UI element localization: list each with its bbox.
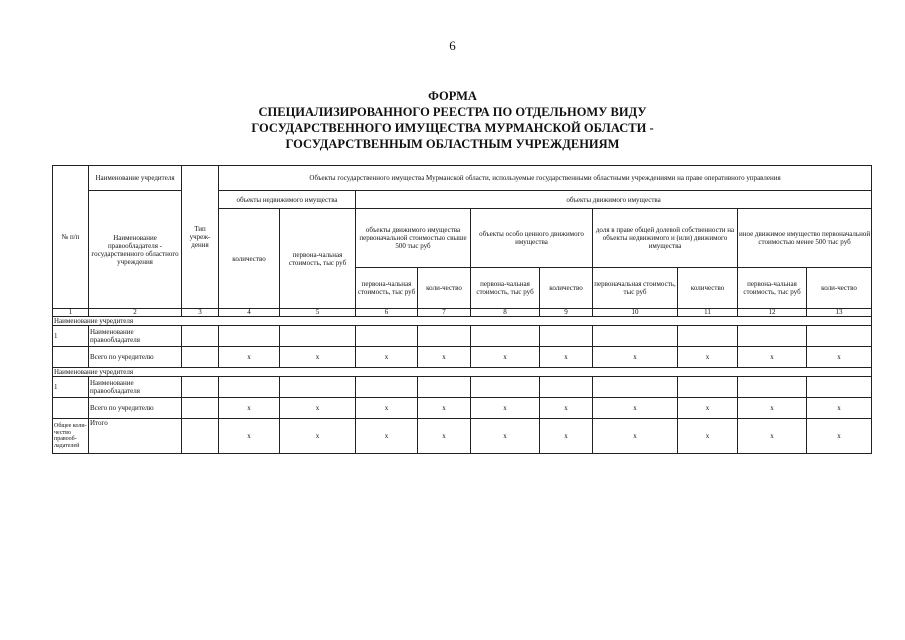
- column-number: 12: [738, 309, 807, 317]
- holders-count-label: Общее коли-чество правооб-ладателей: [53, 419, 89, 454]
- header-qty-13: коли-чество: [807, 268, 872, 309]
- row-number: 1: [53, 326, 89, 347]
- x-mark: x: [738, 398, 807, 419]
- x-mark: x: [418, 419, 471, 454]
- header-other-movable: иное движимое имущество первоначальной стоимостью менее 500 тыс руб: [738, 209, 872, 268]
- x-mark: x: [593, 419, 678, 454]
- header-org-name: Наименование учредителя: [89, 166, 182, 191]
- header-immovable-cost: первона-чальная стоимость, тыс руб: [280, 209, 356, 309]
- x-mark: x: [678, 419, 738, 454]
- column-number: 4: [219, 309, 280, 317]
- title-line: ФОРМА: [428, 89, 477, 103]
- x-mark: x: [738, 419, 807, 454]
- column-number: 5: [280, 309, 356, 317]
- x-mark: x: [280, 347, 356, 368]
- x-mark: x: [356, 398, 418, 419]
- x-mark: x: [678, 347, 738, 368]
- x-mark: x: [356, 419, 418, 454]
- x-mark: x: [219, 398, 280, 419]
- section-header-row: [53, 368, 872, 377]
- header-cost-6: первона-чальная стоимость, тыс руб: [356, 268, 418, 309]
- column-number: 2: [89, 309, 182, 317]
- header-movable-over-500: объекты движимого имущества первоначальной стоимостью свыше 500 тыс руб: [356, 209, 471, 268]
- x-mark: x: [540, 419, 593, 454]
- header-qty-9: количество: [540, 268, 593, 309]
- x-mark: x: [418, 398, 471, 419]
- total-by-founder-label: Всего по учредителю: [89, 347, 182, 368]
- column-number: 3: [182, 309, 219, 317]
- header-holder-name: Наименование правообладателя - государственного областного учреждения: [89, 191, 182, 309]
- holder-name-label: Наименование правообладателя: [89, 377, 182, 398]
- x-mark: x: [471, 347, 540, 368]
- table-row: [53, 377, 872, 398]
- header-objects-group: Объекты государственного имущества Мурманской области, используемые государственными областными учреждениями на праве оперативного управления: [219, 166, 872, 191]
- x-mark: x: [807, 419, 872, 454]
- column-number: 7: [418, 309, 471, 317]
- header-num: № п/п: [53, 166, 89, 309]
- title-line: ГОСУДАРСТВЕННОГО ИМУЩЕСТВА МУРМАНСКОЙ ОБЛАСТИ -: [251, 121, 654, 135]
- grand-total-row: [53, 419, 872, 454]
- x-mark: x: [807, 398, 872, 419]
- registry-table: [52, 165, 872, 454]
- x-mark: x: [540, 398, 593, 419]
- x-mark: x: [280, 419, 356, 454]
- table-row: [53, 326, 872, 347]
- table-row: [53, 398, 872, 419]
- page-number: 6: [449, 38, 456, 53]
- column-number: 9: [540, 309, 593, 317]
- x-mark: x: [471, 419, 540, 454]
- x-mark: x: [540, 347, 593, 368]
- table-row: [53, 347, 872, 368]
- column-number: 1: [53, 309, 89, 317]
- x-mark: x: [678, 398, 738, 419]
- x-mark: x: [807, 347, 872, 368]
- header-immovable: объекты недвижимого имущества: [219, 191, 356, 209]
- grand-total-label: Итого: [89, 419, 182, 454]
- column-number: 8: [471, 309, 540, 317]
- column-number: 11: [678, 309, 738, 317]
- header-immovable-quantity: количество: [219, 209, 280, 309]
- header-shares: доля в праве общей долевой собственности на объекты недвижимого и (или) движимого имущества: [593, 209, 738, 268]
- x-mark: x: [471, 398, 540, 419]
- header-type: Тип учреж-дения: [182, 166, 219, 309]
- column-number: 6: [356, 309, 418, 317]
- header-valuable-movable: объекты особо ценного движимого имущества: [471, 209, 593, 268]
- org-name-label: Наименование учредителя: [53, 317, 872, 326]
- org-name-label: Наименование учредителя: [53, 368, 872, 377]
- header-qty-11: количество: [678, 268, 738, 309]
- section-header-row: [53, 317, 872, 326]
- row-number: 1: [53, 377, 89, 398]
- x-mark: x: [356, 347, 418, 368]
- x-mark: x: [593, 398, 678, 419]
- column-number: 10: [593, 309, 678, 317]
- x-mark: x: [219, 347, 280, 368]
- total-by-founder-label: Всего по учредителю: [89, 398, 182, 419]
- title-line: ГОСУДАРСТВЕННЫМ ОБЛАСТНЫМ УЧРЕЖДЕНИЯМ: [285, 137, 620, 151]
- header-cost-12: первона-чальная стоимость, тыс руб: [738, 268, 807, 309]
- column-number: 13: [807, 309, 872, 317]
- header-qty-7: коли-чество: [418, 268, 471, 309]
- holder-name-label: Наименование правообладателя: [89, 326, 182, 347]
- column-numbers-row: [53, 309, 872, 317]
- header-cost-8: первона-чальная стоимость, тыс руб: [471, 268, 540, 309]
- x-mark: x: [738, 347, 807, 368]
- document-title: [150, 88, 755, 152]
- title-line: СПЕЦИАЛИЗИРОВАННОГО РЕЕСТРА ПО ОТДЕЛЬНОМУ ВИДУ: [258, 105, 647, 119]
- header-cost-10: первоначальная стоимость, тыс руб: [593, 268, 678, 309]
- header-movable: объекты движимого имущества: [356, 191, 872, 209]
- x-mark: x: [280, 398, 356, 419]
- x-mark: x: [593, 347, 678, 368]
- x-mark: x: [219, 419, 280, 454]
- x-mark: x: [418, 347, 471, 368]
